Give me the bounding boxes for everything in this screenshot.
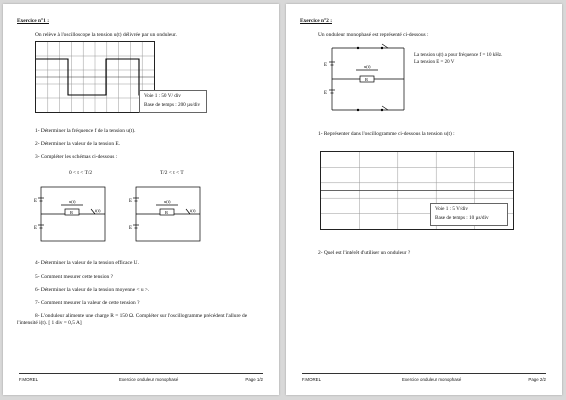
voltage-note: La tension E = 20 V [414,60,455,65]
footer-author: F.MOREL [302,377,322,382]
channel-1-sensitivity: Voie 1 : 5 V/div [435,206,468,212]
resistor-r-label: R [70,210,74,215]
circuit-diagram-second-half [128,179,208,249]
question-2: 2- Quel est l'intérêt d'utiliser un onduleur ? [318,250,411,256]
source-e-label-bottom: E [129,226,133,231]
question-4: 4- Déterminer la valeur de la tension efficace U. [35,260,139,266]
footer-author: F.MOREL [19,377,39,382]
page-2-footer [302,373,546,382]
exercise-2-title: Exercice n°2 : [300,18,332,24]
current-i-label: i(t) [95,208,101,213]
exercise-2-intro: Un onduleur monophasé est représenté ci-dessous : [318,32,429,38]
footer-page-number: Page 1/2 [245,377,263,382]
exercise-1-intro: On relève à l'oscilloscope la tension u(t) délivrée par un onduleur. [35,32,177,38]
time-base: Base de temps : 10 µs/div [435,215,489,221]
condition-first-half: 0 < t < T/2 [69,170,93,176]
question-8-line-1: 8- L'onduleur alimente une charge R = 150 Ω. Compléter sur l'oscillogramme précédent l'allure de [35,313,248,319]
oscillogram-1 [35,41,155,113]
time-base: Base de temps : 200 µs/div [144,102,201,108]
question-1: 1- Représenter dans l'oscillogramme ci-dessous la tension u(t) : [318,131,455,137]
footer-page-number: Page 2/2 [528,377,546,382]
voltage-u-label: u(t) [69,199,76,204]
footer-subject: Exercice onduleur monophasé [119,377,179,382]
oscillogram-1-grid [36,42,154,112]
resistor-r-label: R [365,77,369,82]
exercise-1-title: Exercice n°1 : [17,18,49,24]
condition-second-half: T/2 < t < T [160,170,184,176]
source-e-label-top: E [324,63,328,68]
current-i-label: i(t) [190,208,196,213]
resistor-r-label: R [165,210,169,215]
channel-1-sensitivity: Voie 1 : 50 V/ div [144,93,181,99]
voltage-u-label: u(t) [164,199,171,204]
question-3: 3- Compléter les schémas ci-dessous : [35,154,118,160]
source-e-label-bottom: E [34,226,38,231]
question-2: 2- Déterminer la valeur de la tension E. [35,141,121,147]
voltage-u-label: u(t) [364,64,371,69]
inverter-circuit-diagram [322,42,414,116]
question-7: 7- Comment mesurer la valeur de cette tension ? [35,300,140,306]
oscillogram-1-info [139,90,207,113]
page-2 [286,4,562,395]
question-8-line-2: l'intensité i(t). [ 1 div = 0,5 A] [17,320,82,326]
source-e-label-top: E [129,199,133,204]
question-5: 5- Comment mesurer cette tension ? [35,274,113,280]
question-6: 6- Déterminer la valeur de la tension moyenne < u >. [35,287,150,293]
frequency-note: La tension u(t) a pour fréquence f = 10 kHz. [414,53,503,58]
page-1-footer [19,373,263,382]
oscillogram-2-info [430,203,508,226]
question-1: 1- Déterminer la fréquence f de la tension u(t). [35,128,136,134]
source-e-label-top: E [34,199,38,204]
page-1 [3,4,279,395]
circuit-diagram-first-half [33,179,113,249]
source-e-label-bottom: E [324,91,328,96]
footer-subject: Exercice onduleur monophasé [402,377,462,382]
